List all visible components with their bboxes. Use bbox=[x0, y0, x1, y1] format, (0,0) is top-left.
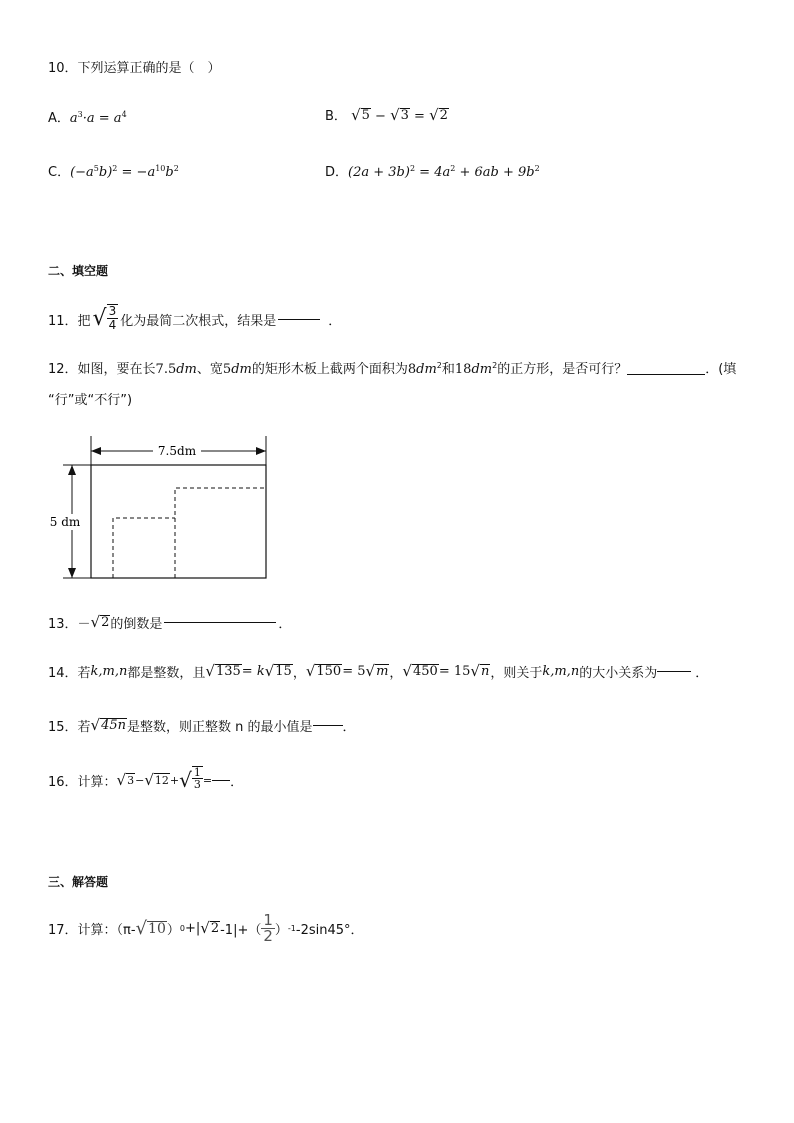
sqrt-symbol: √ 3 bbox=[390, 106, 409, 124]
q16: 16．计算： √ 3 − √ 12 + √ $\frac{1}{3}$ = ． bbox=[48, 766, 244, 792]
sqrt-symbol: √ 3 bbox=[116, 770, 135, 789]
sqrt-symbol: √ 450 bbox=[402, 662, 438, 680]
answer-blank[interactable] bbox=[657, 671, 691, 672]
sqrt-symbol: √ 2 bbox=[429, 106, 448, 124]
sqrt-fraction: √ $\frac{3}{4}$ bbox=[92, 304, 117, 332]
large-square bbox=[175, 488, 266, 578]
sqrt-symbol: √ 10 bbox=[135, 918, 166, 939]
q10-option-b[interactable]: B． √ 5 − √ 3 = √ 2 bbox=[325, 106, 448, 124]
answer-blank[interactable] bbox=[212, 780, 230, 781]
q12-line1: 12．如图，要在长7.5dm、宽5dm的矩形木板上截两个面积为$8dm^2$和$18dm^2$的正方形，是否可行？ ．(填 bbox=[48, 361, 737, 377]
q10-option-c[interactable]: C．$(-a^5b)^2 = -a^{10}b^2$ bbox=[48, 164, 179, 180]
sqrt-symbol: √ 15 bbox=[264, 662, 292, 680]
q10-option-d[interactable]: D．$(2a + 3b)^2 = 4a^2 + 6ab + 9b^2$ bbox=[325, 164, 540, 180]
sqrt-symbol: √ 12 bbox=[144, 770, 169, 789]
top-dimension-label: 7.5dm bbox=[157, 444, 197, 458]
q11: 11．把 √ $\frac{3}{4}$ 化为最简二次根式，结果是 ． bbox=[48, 304, 342, 332]
answer-blank[interactable] bbox=[627, 374, 705, 375]
q10-option-a[interactable]: A．$a^3\cdot a = a^4$ bbox=[48, 110, 127, 126]
board-rectangle bbox=[91, 465, 266, 578]
sqrt-symbol: √ 2 bbox=[200, 919, 220, 937]
answer-blank[interactable] bbox=[278, 319, 320, 320]
sqrt-symbol: √ n bbox=[470, 662, 490, 680]
small-square bbox=[113, 518, 175, 578]
q14: 14．若 k,m,n 都是整数，且 √ 135 = k √ 15 ， √ 150 = 5 √ m ， √ 450 = 15 √ n ，则关于 k,m,n 的大小关系为 ． bbox=[48, 662, 709, 681]
side-dimension-label: 5 dm bbox=[50, 515, 81, 529]
answer-blank[interactable] bbox=[313, 725, 343, 726]
section-title-solve: 三、解答题 bbox=[48, 875, 109, 889]
section-title-fill-in: 二、填空题 bbox=[48, 264, 109, 278]
sqrt-symbol: √ 45n bbox=[90, 716, 127, 734]
q13: 13．－ √ 2 的倒数是 ． bbox=[48, 613, 292, 632]
sqrt-symbol: √ 135 bbox=[205, 662, 241, 680]
q10-stem: 10．下列运算正确的是（ ） bbox=[48, 61, 221, 76]
sqrt-symbol: √ 150 bbox=[305, 662, 342, 680]
q12-line2: “行”或“不行”) bbox=[48, 393, 133, 408]
q17: 17．计算：（π- √ 10 ） 0 +| √ 2 -1|+（ $\frac{1}{2}$ ） -1 -2sin45°． bbox=[48, 911, 364, 945]
q15: 15．若 √ 45n 是整数，则正整数 n 的最小值是 ． bbox=[48, 716, 356, 735]
sqrt-symbol: √ 5 bbox=[351, 106, 370, 124]
rectangle-board-figure bbox=[50, 432, 280, 584]
answer-blank[interactable] bbox=[164, 622, 276, 623]
sqrt-fraction: √ $\frac{1}{3}$ bbox=[179, 766, 201, 792]
fraction-one-half: $\frac{1}{2}$ bbox=[263, 911, 273, 945]
sqrt-symbol: √ m bbox=[365, 662, 389, 680]
sqrt-symbol: √ 2 bbox=[90, 613, 110, 631]
